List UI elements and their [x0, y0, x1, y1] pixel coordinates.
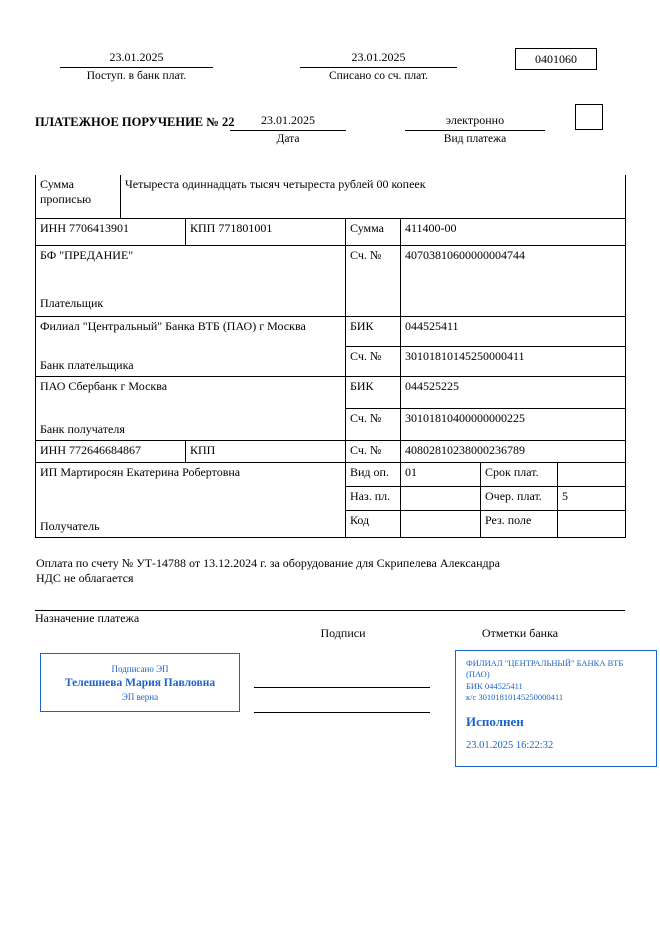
signature-stamp — [40, 653, 240, 712]
payment-order-table — [35, 175, 626, 538]
purpose-code-value-cell — [401, 486, 481, 510]
bank-stamp-bank-name: ФИЛИАЛ "ЦЕНТРАЛЬНЫЙ" БАНКА ВТБ (ПАО) — [466, 658, 624, 680]
payee-name: ИП Мартиросян Екатерина Робертовна — [40, 464, 241, 479]
document-title: ПЛАТЕЖНОЕ ПОРУЧЕНИЕ № 22 — [35, 115, 235, 129]
signatures-heading: Подписи — [320, 626, 366, 640]
payer-bank-cell — [36, 316, 346, 376]
status-code-box — [575, 104, 603, 130]
op-kind-label-cell: Вид оп. — [346, 462, 401, 486]
purpose-block — [35, 537, 625, 611]
payer-bank-bik-cell: 044525411 — [401, 316, 626, 346]
payee-bank-account-label-cell: Сч. № — [346, 408, 401, 440]
bank-stamp-bik: БИК 044525411 — [466, 680, 523, 691]
sum-value-cell: 411400-00 — [401, 218, 626, 245]
debited-date-label: Списано со сч. плат. — [329, 70, 428, 82]
payment-kind-field — [405, 113, 545, 145]
bank-stamp-datetime: 23.01.2025 16:22:32 — [466, 740, 554, 752]
pay-term-label-cell: Срок плат. — [481, 462, 558, 486]
payee-kpp-cell: КПП — [186, 440, 346, 462]
payee-account-cell: 40802810238000236789 — [401, 440, 626, 462]
purpose-line-2: НДС не облагается — [36, 571, 134, 585]
amount-words-label-cell: Сумма прописью — [36, 175, 121, 218]
signature-stamp-line1: Подписано ЭП — [111, 663, 169, 674]
purpose-code-label-cell: Наз. пл. — [346, 486, 401, 510]
signature-line-1 — [254, 687, 430, 688]
payer-bank-name: Филиал "Центральный" Банка ВТБ (ПАО) г Москва — [40, 318, 306, 333]
payee-bank-name: ПАО Сбербанк г Москва — [40, 378, 168, 393]
bank-stamp — [455, 650, 657, 767]
received-date-value: 23.01.2025 — [60, 50, 213, 68]
signature-line-2 — [254, 712, 430, 713]
payee-bank-bik-cell: 044525225 — [401, 376, 626, 408]
bank-marks-heading: Отметки банка — [481, 626, 559, 640]
reserve-value-cell — [558, 510, 626, 537]
payee-label: Получатель — [40, 518, 100, 533]
purpose-line-1: Оплата по счету № УТ-14788 от 13.12.2024 г. за оборудование для Скрипелева Александра — [36, 556, 500, 570]
payer-inn-cell: ИНН 7706413901 — [36, 218, 186, 245]
bank-stamp-status: Исполнен — [466, 713, 524, 729]
received-date-label: Поступ. в банк плат. — [86, 70, 187, 82]
purpose-label: Назначение платежа — [35, 611, 140, 625]
payee-inn-cell: ИНН 772646684867 — [36, 440, 186, 462]
document-date-field — [230, 113, 346, 145]
code-value-cell — [401, 510, 481, 537]
payer-name: БФ "ПРЕДАНИЕ" — [40, 247, 134, 262]
sum-label-cell: Сумма — [346, 218, 401, 245]
form-code-box — [515, 48, 597, 70]
bank-stamp-corr-account: к/с 30101810145250000411 — [466, 692, 564, 703]
signature-stamp-line3: ЭП верна — [121, 691, 159, 702]
received-date-field — [60, 50, 213, 82]
document-date-label: Дата — [276, 133, 300, 145]
payee-account-label-cell: Сч. № — [346, 440, 401, 462]
payee-cell — [36, 462, 346, 537]
payment-kind-label: Вид платежа — [443, 133, 507, 145]
payment-kind-value: электронно — [405, 113, 545, 131]
payer-account-label-cell: Сч. № — [346, 245, 401, 316]
payee-bank-label: Банк получателя — [40, 421, 125, 436]
document-date-value: 23.01.2025 — [230, 113, 346, 131]
signature-stamp-name: Телешнева Мария Павловна — [64, 676, 216, 689]
payer-account-cell: 40703810600000004744 — [401, 245, 626, 316]
pay-term-value-cell — [558, 462, 626, 486]
payer-bank-account-cell: 30101810145250000411 — [401, 346, 626, 376]
code-label-cell: Код — [346, 510, 401, 537]
reserve-label-cell: Рез. поле — [481, 510, 558, 537]
payee-bank-bik-label-cell: БИК — [346, 376, 401, 408]
priority-value-cell: 5 — [558, 486, 626, 510]
debited-date-field — [300, 50, 457, 82]
amount-words-value-cell: Четыреста одиннадцать тысяч четыреста рублей 00 копеек — [121, 175, 626, 218]
payer-bank-label: Банк плательщика — [40, 357, 134, 372]
payee-bank-account-cell: 30101810400000000225 — [401, 408, 626, 440]
form-code-value: 0401060 — [535, 52, 577, 66]
payer-bank-account-label-cell: Сч. № — [346, 346, 401, 376]
payer-bank-bik-label-cell: БИК — [346, 316, 401, 346]
priority-label-cell: Очер. плат. — [481, 486, 558, 510]
payer-kpp-cell: КПП 771801001 — [186, 218, 346, 245]
payee-bank-cell — [36, 376, 346, 440]
debited-date-value: 23.01.2025 — [300, 50, 457, 68]
payer-label: Плательщик — [40, 295, 104, 310]
payer-cell — [36, 245, 346, 316]
op-kind-value-cell: 01 — [401, 462, 481, 486]
